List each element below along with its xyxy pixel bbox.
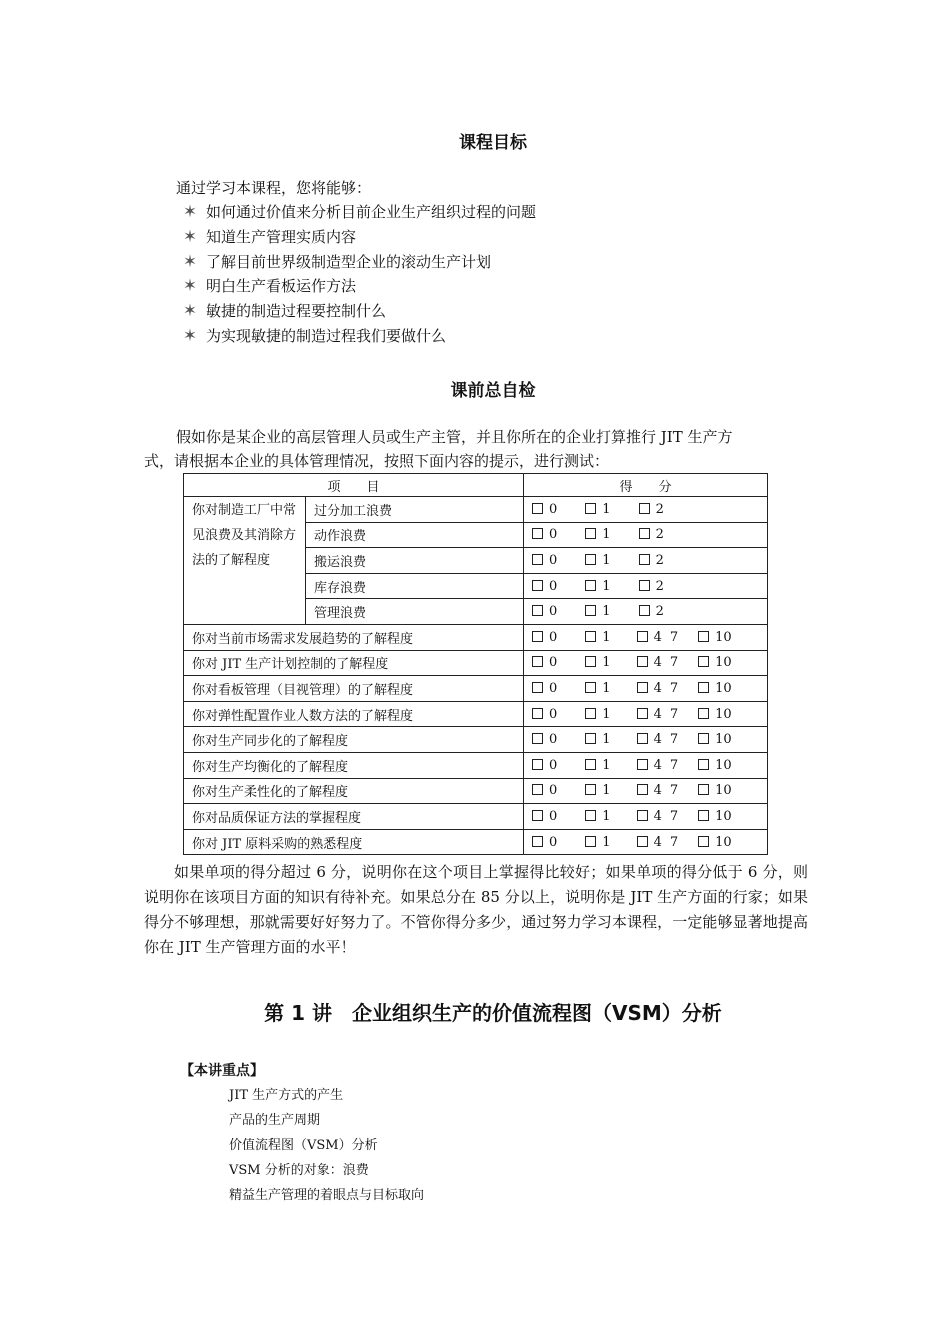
score-option[interactable] (585, 732, 610, 747)
list-item (180, 324, 446, 349)
score-value: 1 (602, 604, 611, 620)
score-value: 0 (549, 783, 558, 799)
table-row (184, 676, 768, 702)
score-cell (524, 599, 768, 625)
score-cell (524, 624, 768, 650)
checkbox-icon[interactable] (585, 528, 596, 539)
focus-item: 精益生产管理的着眼点与目标取向 (229, 1188, 425, 1203)
checkbox-icon[interactable] (639, 580, 650, 591)
checkbox-icon[interactable] (698, 759, 709, 770)
checkbox-icon[interactable] (585, 656, 596, 667)
score-option[interactable] (532, 553, 557, 568)
score-value: 7 (669, 757, 679, 773)
score-option[interactable] (585, 681, 610, 696)
score-cell (524, 676, 768, 702)
score-value: 1 (602, 655, 611, 671)
score-cell (524, 804, 768, 830)
checkbox-icon[interactable] (698, 810, 709, 821)
checkbox-icon[interactable] (585, 631, 596, 642)
checkbox-icon[interactable] (698, 656, 709, 667)
score-option[interactable] (532, 527, 557, 542)
score-value: 1 (602, 680, 611, 696)
table-row (184, 624, 768, 650)
focus-item: 产品的生产周期 (229, 1113, 321, 1128)
checkbox-icon[interactable] (637, 759, 648, 770)
sub-item-cell: 搬运浪费 (306, 548, 524, 574)
score-option[interactable] (698, 732, 732, 747)
item-cell: 你对当前市场需求发展趋势的了解程度 (184, 624, 524, 650)
score-option[interactable] (698, 758, 732, 773)
checkbox-icon[interactable] (637, 784, 648, 795)
checkbox-icon[interactable] (585, 605, 596, 616)
score-value: 4 (653, 706, 662, 722)
score-option[interactable] (585, 502, 610, 517)
score-option[interactable] (698, 655, 732, 670)
item-cell: 你对 JIT 原料采购的熟悉程度 (184, 829, 524, 855)
objective-text: 敏捷的制造过程要控制什么 (206, 302, 387, 320)
sub-item-cell: 过分加工浪费 (306, 497, 524, 523)
checkbox-icon[interactable] (637, 810, 648, 821)
score-value: 7 (669, 783, 679, 799)
score-value: 1 (602, 808, 611, 824)
score-option[interactable] (585, 527, 610, 542)
score-option[interactable] (532, 835, 557, 850)
checkbox-icon[interactable] (585, 708, 596, 719)
score-option[interactable] (670, 732, 678, 747)
score-option[interactable] (639, 527, 664, 542)
score-value: 4 (653, 732, 662, 748)
score-value: 7 (669, 680, 679, 696)
list-item (180, 299, 386, 324)
score-option[interactable] (637, 707, 662, 722)
objective-text: 为实现敏捷的制造过程我们要做什么 (206, 327, 447, 345)
score-option[interactable] (585, 579, 610, 594)
checkbox-icon[interactable] (532, 503, 543, 514)
score-option[interactable] (639, 553, 664, 568)
table-row (184, 829, 768, 855)
star-bullet-icon: ✶ (182, 227, 198, 247)
score-option[interactable] (532, 630, 557, 645)
score-value: 7 (669, 629, 679, 645)
star-bullet-icon: ✶ (182, 202, 198, 222)
checkbox-icon[interactable] (532, 554, 543, 565)
score-option[interactable] (532, 758, 557, 773)
list-item (180, 200, 536, 225)
checkbox-icon[interactable] (585, 554, 596, 565)
table-row (184, 752, 768, 778)
objective-text: 了解目前世界级制造型企业的滚动生产计划 (206, 253, 492, 271)
selfcheck-title: 课前总自检 (450, 381, 536, 401)
score-option[interactable] (670, 758, 678, 773)
score-value: 1 (602, 552, 611, 568)
checkbox-icon[interactable] (532, 733, 543, 744)
score-option[interactable] (532, 681, 557, 696)
checkbox-icon[interactable] (698, 708, 709, 719)
checkbox-icon[interactable] (698, 631, 709, 642)
item-cell: 你对 JIT 生产计划控制的了解程度 (184, 650, 524, 676)
score-value: 4 (653, 834, 662, 850)
score-value: 0 (549, 527, 558, 543)
focus-item: 价值流程图（VSM）分析 (229, 1138, 378, 1153)
score-value: 1 (602, 578, 611, 594)
table-row (184, 804, 768, 830)
checkbox-icon[interactable] (637, 733, 648, 744)
checkbox-icon[interactable] (585, 503, 596, 514)
star-bullet-icon: ✶ (182, 276, 198, 296)
score-value: 0 (549, 578, 558, 594)
checkbox-icon[interactable] (585, 733, 596, 744)
score-option[interactable] (585, 758, 610, 773)
objectives-title: 课程目标 (459, 133, 527, 153)
conclusion-paragraph: 如果单项的得分超过 6 分，说明你在这个项目上掌握得比较好；如果单项的得分低于 6 分，则说明你在该项目方面的知识有待补充。如果总分在 85 分以上，说明你是 JIT 生产方面的行家；如果得分不够理想，那就需要好好努力了。不管你得分多少，通过努力学习本课程，一定能够显著地提高你在 JIT 生产管理方面的水平！ (144, 863, 808, 956)
table-row (184, 778, 768, 804)
score-option[interactable] (698, 809, 732, 824)
score-option[interactable] (585, 809, 610, 824)
checkbox-icon[interactable] (585, 682, 596, 693)
score-option[interactable] (670, 835, 678, 850)
score-value: 10 (715, 655, 732, 671)
checkbox-icon[interactable] (532, 605, 543, 616)
table-row (184, 727, 768, 753)
focus-item: VSM 分析的对象：浪费 (229, 1163, 369, 1178)
score-value: 0 (549, 834, 558, 850)
score-value: 2 (655, 527, 664, 543)
score-value: 1 (602, 501, 611, 517)
selfcheck-intro-line2: 式，请根据本企业的具体管理情况，按照下面内容的提示，进行测试： (144, 452, 610, 470)
score-option[interactable] (670, 655, 678, 670)
score-option[interactable] (670, 707, 678, 722)
score-value: 0 (549, 732, 558, 748)
score-value: 0 (549, 501, 558, 517)
score-option[interactable] (637, 681, 662, 696)
score-option[interactable] (637, 809, 662, 824)
item-cell: 你对生产均衡化的了解程度 (184, 752, 524, 778)
score-option[interactable] (585, 835, 610, 850)
lecture-title: 第 1 讲 企业组织生产的价值流程图（VSM）分析 (264, 1001, 722, 1025)
table-row (184, 701, 768, 727)
checkbox-icon[interactable] (532, 580, 543, 591)
score-value: 0 (549, 552, 558, 568)
score-value: 10 (715, 834, 732, 850)
list-item (180, 274, 356, 299)
score-value: 10 (715, 629, 732, 645)
score-option[interactable] (670, 809, 678, 824)
score-value: 10 (715, 783, 732, 799)
group-category-cell: 你对制造工厂中常见浪费及其消除方法的了解程度 (184, 497, 306, 625)
item-cell: 你对看板管理（目视管理）的了解程度 (184, 676, 524, 702)
score-value: 2 (655, 552, 664, 568)
checkbox-icon[interactable] (532, 784, 543, 795)
score-option[interactable] (532, 579, 557, 594)
score-value: 0 (549, 808, 558, 824)
score-option[interactable] (637, 835, 662, 850)
score-option[interactable] (670, 783, 678, 798)
checkbox-icon[interactable] (532, 528, 543, 539)
checkbox-icon[interactable] (637, 708, 648, 719)
score-cell (524, 829, 768, 855)
score-cell (524, 522, 768, 548)
focus-label: 【本讲重点】 (180, 1063, 264, 1079)
score-value: 4 (653, 655, 662, 671)
table-row (184, 650, 768, 676)
score-option[interactable] (637, 758, 662, 773)
score-option[interactable] (698, 681, 732, 696)
score-option[interactable] (637, 630, 662, 645)
objectives-intro: 通过学习本课程，您将能够： (176, 179, 372, 197)
score-value: 2 (655, 604, 664, 620)
score-option[interactable] (639, 579, 664, 594)
score-value: 1 (602, 629, 611, 645)
item-cell: 你对生产同步化的了解程度 (184, 727, 524, 753)
score-option[interactable] (532, 732, 557, 747)
checkbox-icon[interactable] (532, 631, 543, 642)
score-value: 4 (653, 783, 662, 799)
score-option[interactable] (670, 630, 678, 645)
list-item (180, 250, 491, 275)
score-value: 0 (549, 680, 558, 696)
checkbox-icon[interactable] (698, 682, 709, 693)
checkbox-icon[interactable] (585, 784, 596, 795)
score-option[interactable] (637, 655, 662, 670)
checkbox-icon[interactable] (532, 810, 543, 821)
checkbox-icon[interactable] (639, 554, 650, 565)
score-option[interactable] (532, 809, 557, 824)
score-option[interactable] (532, 604, 557, 619)
score-value: 1 (602, 732, 611, 748)
checkbox-icon[interactable] (639, 605, 650, 616)
score-option[interactable] (585, 783, 610, 798)
score-cell (524, 573, 768, 599)
score-cell (524, 701, 768, 727)
score-value: 4 (653, 629, 662, 645)
score-cell (524, 497, 768, 523)
table-header-row (184, 474, 768, 497)
score-cell (524, 650, 768, 676)
score-value: 0 (549, 629, 558, 645)
objective-text: 如何通过价值来分析目前企业生产组织过程的问题 (206, 203, 537, 221)
checkbox-icon[interactable] (637, 836, 648, 847)
score-value: 10 (715, 732, 732, 748)
checkbox-icon[interactable] (585, 810, 596, 821)
score-value: 1 (602, 834, 611, 850)
score-value: 7 (669, 808, 679, 824)
score-option[interactable] (585, 604, 610, 619)
sub-item-cell: 库存浪费 (306, 573, 524, 599)
item-cell: 你对生产柔性化的了解程度 (184, 778, 524, 804)
score-value: 7 (669, 834, 679, 850)
score-option[interactable] (698, 630, 732, 645)
score-value: 4 (653, 680, 662, 696)
score-value: 0 (549, 706, 558, 722)
score-value: 1 (602, 783, 611, 799)
score-option[interactable] (585, 553, 610, 568)
item-cell: 你对弹性配置作业人数方法的了解程度 (184, 701, 524, 727)
checkbox-icon[interactable] (585, 759, 596, 770)
star-bullet-icon: ✶ (182, 252, 198, 272)
item-cell: 你对品质保证方法的掌握程度 (184, 804, 524, 830)
objective-text: 明白生产看板运作方法 (206, 277, 357, 295)
score-value: 2 (655, 501, 664, 517)
checkbox-icon[interactable] (639, 503, 650, 514)
score-value: 1 (602, 706, 611, 722)
checkbox-icon[interactable] (698, 836, 709, 847)
table-row (184, 497, 768, 523)
checkbox-icon[interactable] (637, 682, 648, 693)
score-option[interactable] (637, 732, 662, 747)
score-value: 7 (669, 732, 679, 748)
score-cell (524, 548, 768, 574)
score-value: 10 (715, 706, 732, 722)
score-value: 10 (715, 680, 732, 696)
score-option[interactable] (639, 604, 664, 619)
score-value: 2 (655, 578, 664, 594)
score-value: 4 (653, 808, 662, 824)
checkbox-icon[interactable] (532, 759, 543, 770)
score-cell (524, 778, 768, 804)
focus-item: JIT 生产方式的产生 (229, 1088, 344, 1103)
checkbox-icon[interactable] (637, 656, 648, 667)
checkbox-icon[interactable] (698, 784, 709, 795)
score-option[interactable] (532, 707, 557, 722)
checkbox-icon[interactable] (532, 836, 543, 847)
score-value: 7 (669, 655, 679, 671)
selfcheck-table (183, 473, 768, 855)
score-option[interactable] (585, 707, 610, 722)
score-value: 7 (669, 706, 679, 722)
selfcheck-intro-line1: 假如你是某企业的高层管理人员或生产主管，并且你所在的企业打算推行 JIT 生产方 (176, 428, 733, 446)
score-option[interactable] (585, 630, 610, 645)
checkbox-icon[interactable] (698, 733, 709, 744)
column-header-item: 项 目 (184, 474, 524, 497)
checkbox-icon[interactable] (585, 580, 596, 591)
checkbox-icon[interactable] (532, 656, 543, 667)
checkbox-icon[interactable] (532, 682, 543, 693)
score-value: 1 (602, 527, 611, 543)
score-option[interactable] (585, 655, 610, 670)
score-option[interactable] (532, 783, 557, 798)
sub-item-cell: 动作浪费 (306, 522, 524, 548)
list-item (180, 225, 356, 250)
score-value: 10 (715, 808, 732, 824)
score-cell (524, 752, 768, 778)
score-value: 10 (715, 757, 732, 773)
score-option[interactable] (670, 681, 678, 696)
score-value: 0 (549, 757, 558, 773)
score-option[interactable] (532, 655, 557, 670)
checkbox-icon[interactable] (532, 708, 543, 719)
checkbox-icon[interactable] (585, 836, 596, 847)
score-option[interactable] (639, 502, 664, 517)
score-option[interactable] (532, 502, 557, 517)
column-header-score: 得 分 (524, 474, 768, 497)
checkbox-icon[interactable] (637, 631, 648, 642)
checkbox-icon[interactable] (639, 528, 650, 539)
star-bullet-icon: ✶ (182, 326, 198, 346)
score-option[interactable] (698, 835, 732, 850)
sub-item-cell: 管理浪费 (306, 599, 524, 625)
score-option[interactable] (637, 783, 662, 798)
score-value: 0 (549, 604, 558, 620)
objective-text: 知道生产管理实质内容 (206, 228, 357, 246)
score-cell (524, 727, 768, 753)
score-value: 1 (602, 757, 611, 773)
score-value: 4 (653, 757, 662, 773)
score-value: 0 (549, 655, 558, 671)
score-option[interactable] (698, 783, 732, 798)
star-bullet-icon: ✶ (182, 301, 198, 321)
score-option[interactable] (698, 707, 732, 722)
